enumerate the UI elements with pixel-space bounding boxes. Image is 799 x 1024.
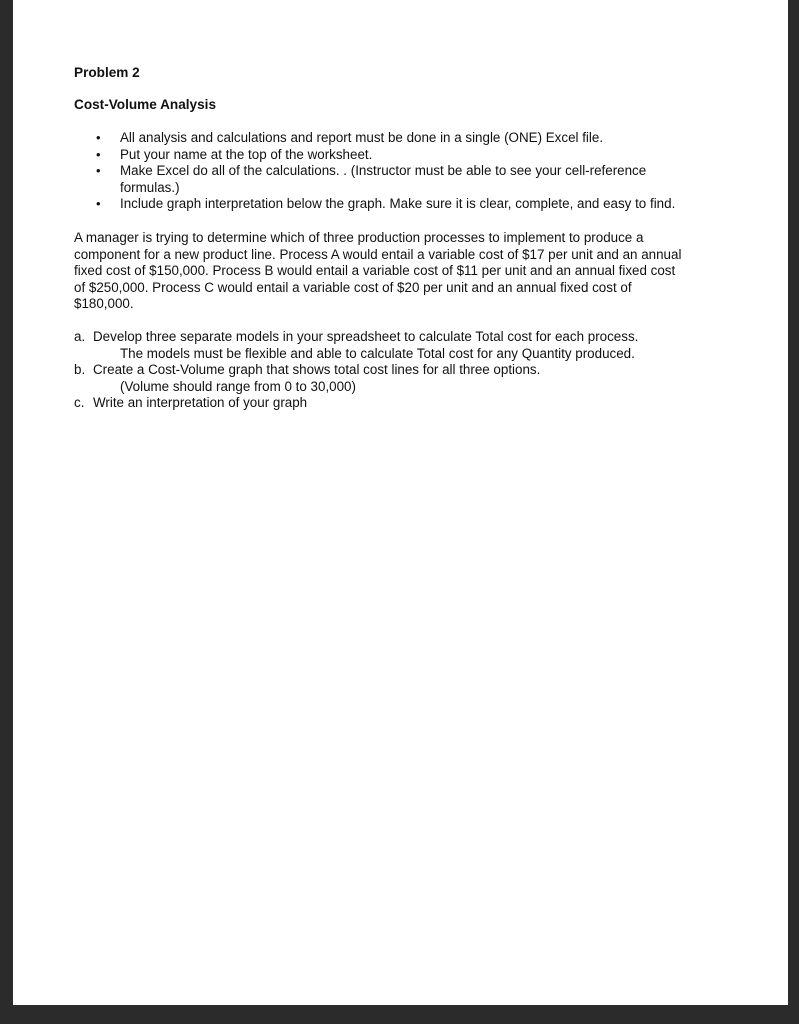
bullet-text-line: Make Excel do all of the calculations. . (Instructor must be able to see your cell-reference — [120, 163, 647, 178]
bullet-text: Include graph interpretation below the graph. Make sure it is clear, complete, and easy to find. — [120, 196, 676, 211]
list-item — [74, 130, 734, 147]
bullet-marker: • — [96, 130, 101, 145]
task-text: Write an interpretation of your graph — [93, 395, 308, 410]
requirements-list — [74, 130, 734, 213]
bullet-marker: • — [96, 146, 101, 162]
bullet-text-line: formulas.) — [120, 179, 180, 195]
task-subtext: The models must be flexible and able to calculate Total cost for any Quantity produced. — [120, 345, 635, 361]
task-marker: b. — [74, 362, 86, 377]
task-text: Develop three separate models in your spreadsheet to calculate Total cost for each process. — [93, 329, 639, 344]
document-page — [13, 0, 788, 1005]
task-marker: a. — [74, 329, 86, 344]
list-item — [74, 329, 734, 362]
problem-paragraph — [74, 230, 724, 313]
list-item — [74, 147, 734, 164]
paragraph-line: of $250,000. Process C would entail a variable cost of $20 per unit and an annual fixed cost of — [74, 279, 632, 295]
task-subtext: (Volume should range from 0 to 30,000) — [120, 378, 356, 394]
bullet-text: All analysis and calculations and report must be done in a single (ONE) Excel file. — [120, 130, 604, 145]
task-text: Create a Cost-Volume graph that shows total cost lines for all three options. — [93, 362, 541, 377]
bullet-marker: • — [96, 163, 101, 178]
paragraph-line: component for a new product line. Process A would entail a variable cost of $17 per unit and an annual — [74, 246, 682, 262]
paragraph-line: A manager is trying to determine which of three production processes to implement to produce a — [74, 230, 644, 245]
list-item — [74, 362, 734, 395]
list-item — [74, 163, 734, 196]
task-marker: c. — [74, 395, 85, 410]
bullet-marker: • — [96, 196, 101, 211]
section-title: Cost-Volume Analysis — [74, 97, 217, 112]
paragraph-line: $180,000. — [74, 296, 134, 311]
task-list — [74, 329, 734, 412]
paragraph-line: fixed cost of $150,000. Process B would entail a variable cost of $11 per unit and an annual fixed cost — [74, 263, 676, 278]
list-item — [74, 395, 734, 412]
bullet-text: Put your name at the top of the worksheet. — [120, 146, 373, 162]
list-item — [74, 196, 734, 213]
problem-title: Problem 2 — [74, 65, 140, 80]
